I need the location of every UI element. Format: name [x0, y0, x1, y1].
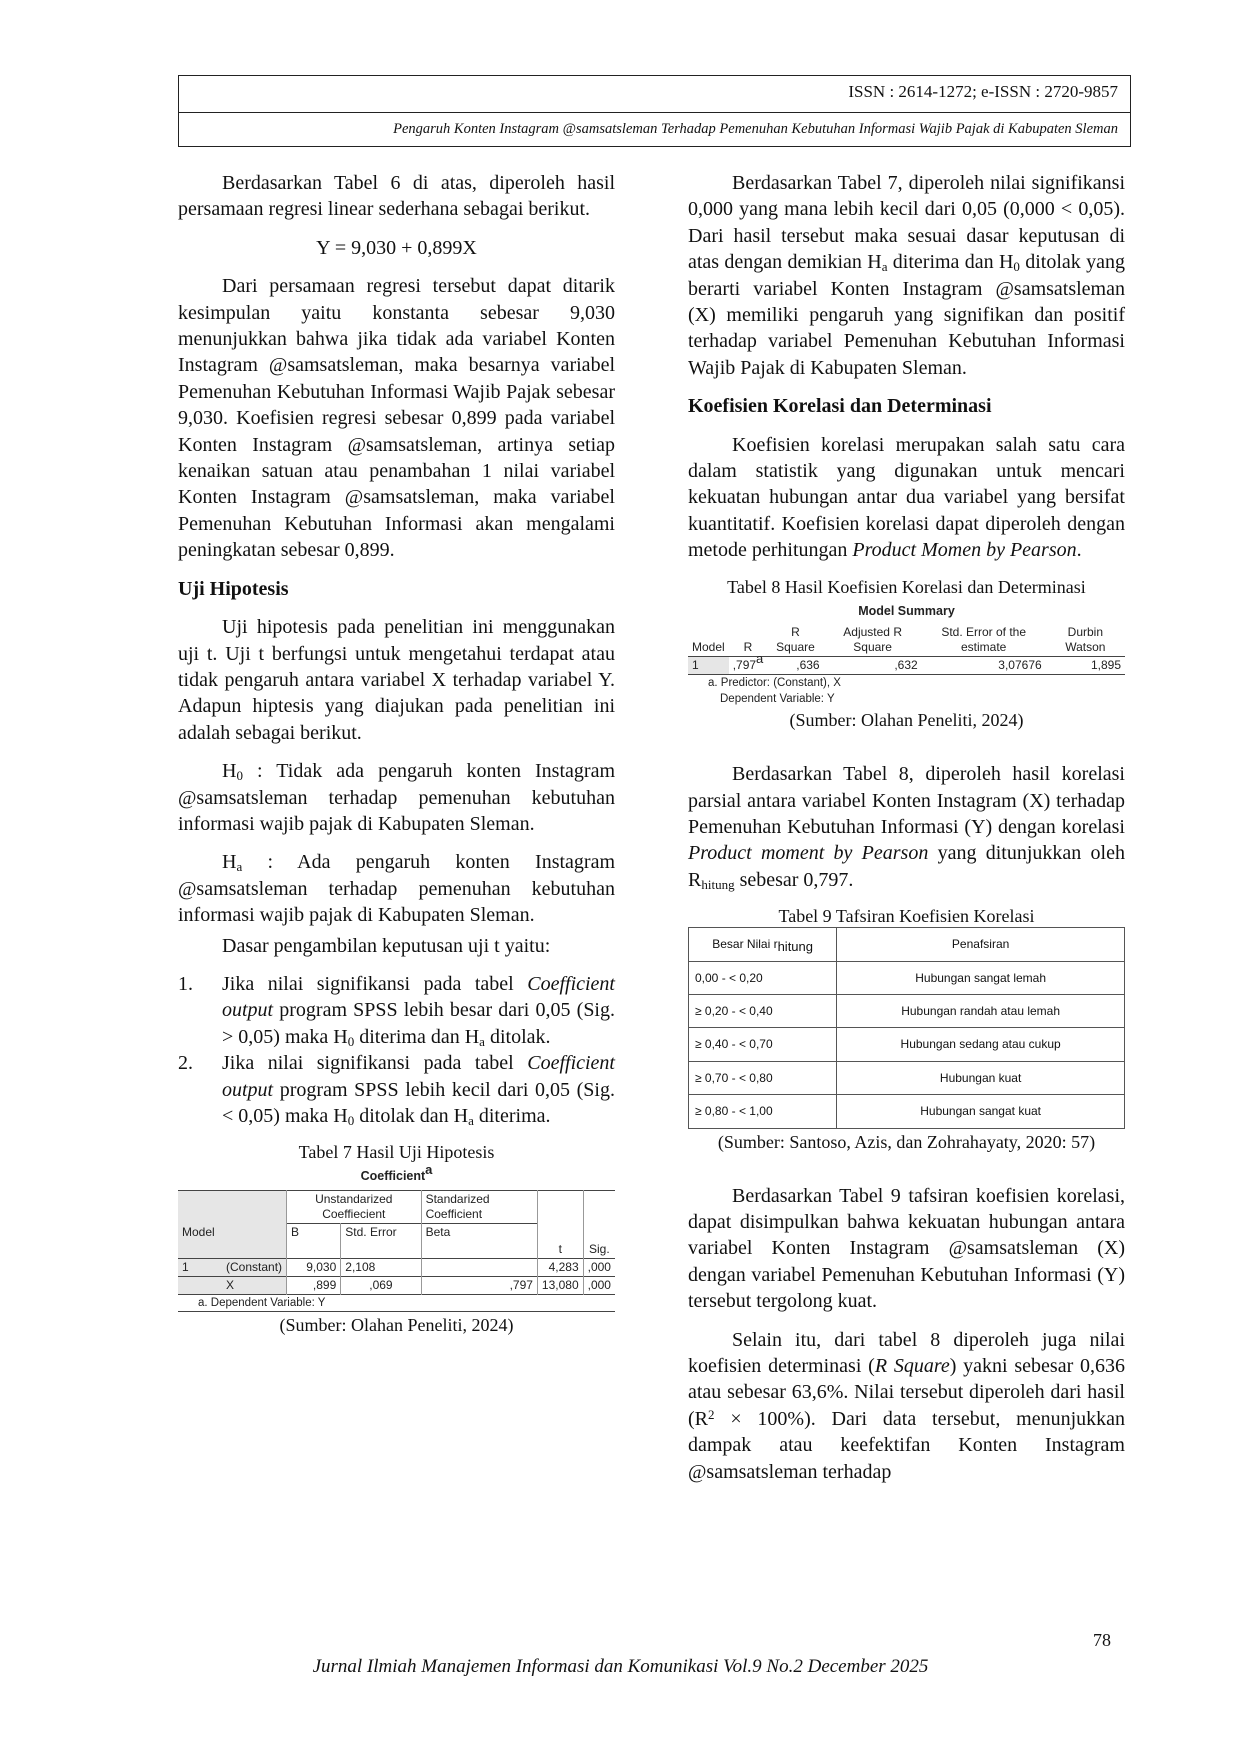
table-row: ≥ 0,20 - < 0,40 Hubungan randah atau lemah [689, 994, 1125, 1027]
page-header [178, 75, 1131, 147]
table-row: ≥ 0,80 - < 1,00 Hubungan sangat kuat [689, 1095, 1125, 1128]
col-header-b: B [287, 1223, 341, 1241]
hypothesis-ha: $H_a$ : Ada pengaruh konten Instagram @samsatsleman terhadap pemenuhan kebutuhan informasi wajib pajak di Kabupaten Sleman. [178, 851, 615, 927]
table-note: a. Predictor: (Constant), X [708, 677, 841, 690]
regression-equation: Y = 9,030 + 0,899X [316, 236, 477, 259]
list-item: 1. Jika nilai signifikansi pada tabel Coefficient output program SPSS lebih besar dari 0,05 (Sig. > 0,05) maka $H_0$ diterima dan $H_a$ ditolak. [178, 972, 615, 1049]
table-title: Model Summary [858, 603, 955, 618]
col-header-beta: Beta [421, 1223, 537, 1241]
list-item: 2. Jika nilai signifikansi pada tabel Coefficient output program SPSS lebih kecil dari 0,05 (Sig. < 0,05) maka $H_0$ ditolak dan $H_a$ diterima. [178, 1052, 615, 1128]
left-column [178, 170, 615, 1348]
col-header-r-square: R Square [776, 625, 815, 655]
decision-list [178, 971, 615, 1129]
col-header-t: t [537, 1241, 583, 1259]
col-header-adjusted: Adjusted R Square [843, 625, 902, 655]
col-header-r: R [743, 640, 753, 655]
page-number: 78 [1093, 1630, 1111, 1650]
paragraph: Berdasarkan Tabel 8, diperoleh hasil korelasi parsial antara variabel Konten Instagram (X) terhadap Pemenuhan Kebutuhan Informasi (Y) dengan korelasi Product moment by Pearson yang ditunjukkan oleh $R_{hitung}$ sebesar 0,797. [688, 763, 1125, 892]
section-heading: Koefisien Korelasi dan Determinasi [688, 395, 992, 418]
table-8-source: (Sumber: Olahan Peneliti, 2024) [789, 710, 1024, 731]
col-header-besar-nilai: Besar Nilai $r_{hitung}$ [689, 928, 837, 961]
col-header-standardized: Standarized Coefficient [421, 1190, 537, 1223]
col-header-durbin: Durbin Watson [1065, 625, 1106, 655]
paragraph: Berdasarkan Tabel 6 di atas, diperoleh hasil persamaan regresi linear sederhana sebagai berikut. [178, 172, 615, 221]
table-7-coefficient [178, 1163, 615, 1311]
hypothesis-h0: $H_0$ : Tidak ada pengaruh konten Instagram @samsatsleman terhadap pemenuhan kebutuhan informasi wajib pajak di Kabupaten Sleman. [178, 760, 615, 835]
table-7-source: (Sumber: Olahan Peneliti, 2024) [279, 1314, 514, 1335]
table-row: 1 ,797$^a$ ,636 ,632 3,07676 1,895 [688, 657, 1125, 675]
table-8-model-summary [688, 598, 1125, 707]
col-header-unstandardized: Unstandarized Coeffiecient [287, 1190, 422, 1223]
table-8-caption: Tabel 8 Hasil Koefisien Korelasi dan Determinasi [727, 576, 1086, 597]
table-note: Dependent Variable: Y [720, 693, 835, 706]
table-title: Coefficient$^a$ [360, 1162, 433, 1184]
section-heading: Uji Hipotesis [178, 577, 289, 600]
journal-footer: Jurnal Ilmiah Manajemen Informasi dan Komunikasi Vol.9 No.2 December 2025 [312, 1656, 929, 1677]
running-title: Pengaruh Konten Instagram @samsatsleman Terhadap Pemenuhan Kebutuhan Informasi Wajib Pajak di Kabupaten Sleman [393, 121, 1118, 137]
table-row: 1 (Constant) 9,030 2,108 4,283 ,000 [178, 1258, 615, 1276]
paragraph: Berdasarkan Tabel 9 tafsiran koefisien korelasi, dapat disimpulkan bahwa kekuatan hubungan antara variabel Konten Instagram @samsatsleman (X) dengan variabel Pemenuhan Kebutuhan Informasi (Y) tersebut tergolong kuat. [688, 1184, 1125, 1313]
table-note: a. Dependent Variable: Y [198, 1296, 326, 1309]
table-row: 0,00 - < 0,20 Hubungan sangat lemah [689, 961, 1125, 994]
col-header-model: Model [692, 640, 725, 655]
paragraph: Selain itu, dari tabel 8 diperoleh juga nilai koefisien determinasi (R Square) yakni sebesar 0,636 atau sebesar 63,6%. Nilai tersebut diperoleh dari hasil $(R^2 \times 100\%)$. Dari data tersebut, menunjukkan dampak atau keefektifan Konten Instagram @samsatsleman terhadap [688, 1328, 1125, 1483]
col-header-std-error: Std. Error of the estimate [941, 625, 1027, 655]
paragraph: Dasar pengambilan keputusan uji t yaitu: [222, 934, 551, 957]
paragraph: Koefisien korelasi merupakan salah satu cara dalam statistik yang digunakan untuk mencari kekuatan hubungan antar dua variabel yang bersifat kuantitatif. Koefisien korelasi dapat diperoleh dengan metode perhitungan Product Momen by Pearson. [688, 433, 1125, 562]
table-7-caption: Tabel 7 Hasil Uji Hipotesis [298, 1142, 495, 1163]
table-row: ≥ 0,40 - < 0,70 Hubungan sedang atau cukup [689, 1028, 1125, 1061]
table-row: X ,899 ,069 ,797 13,080 ,000 [178, 1276, 615, 1294]
paragraph: Uji hipotesis pada penelitian ini menggunakan uji t. Uji t berfungsi untuk mengetahui terdapat atau tidak pengaruh antara variabel X terhadap variabel Y. Adapun hiptesis yang diajukan pada penelitian ini adalah sebagai berikut. [178, 616, 615, 744]
paragraph: Dari persamaan regresi tersebut dapat ditarik kesimpulan yaitu konstanta sebesar 9,030 menunjukkan bahwa jika tidak ada variabel Konten Instagram @samsatsleman, maka besarnya variabel Pemenuhan Kebutuhan Informasi Wajib Pajak sebesar 9,030. Koefisien regresi sebesar 0,899 pada variabel Konten Instagram @samsatsleman, artinya setiap kenaikan satuan atau penambahan 1 nilai variabel Konten Instagram @samsatsleman, maka variabel Pemenuhan Kebutuhan Informasi akan mengalami peningkatan sebesar 0,899. [178, 275, 615, 562]
col-header-sig: Sig. [583, 1241, 615, 1259]
table-row: ≥ 0,70 - < 0,80 Hubungan kuat [689, 1061, 1125, 1094]
paragraph: Berdasarkan Tabel 7, diperoleh nilai signifikansi 0,000 yang mana lebih kecil dari 0,05 (0,000 < 0,05). Dari hasil tersebut maka sesuai dasar keputusan di atas dengan demikian $H_a$ diterima dan $H_0$ ditolak yang berarti variabel Konten Instagram @samsatsleman (X) memiliki pengaruh yang signifikan dan positif terhadap variabel Pemenuhan Kebutuhan Informasi Wajib Pajak di Kabupaten Sleman. [688, 172, 1125, 379]
right-column [688, 170, 1125, 1497]
header-divider [179, 112, 1130, 113]
table-9-tafsiran [688, 927, 1125, 1128]
table-9-source: (Sumber: Santoso, Azis, dan Zohrahayaty, 2020: 57) [717, 1131, 1096, 1152]
table-9-caption: Tabel 9 Tafsiran Koefisien Korelasi [778, 906, 1035, 927]
col-header-model: Model [178, 1190, 287, 1241]
col-header-std-error: Std. Error [341, 1223, 421, 1241]
issn-text: ISSN : 2614-1272; e-ISSN : 2720-9857 [848, 82, 1118, 101]
col-header-penafsiran: Penafsiran [837, 928, 1125, 961]
